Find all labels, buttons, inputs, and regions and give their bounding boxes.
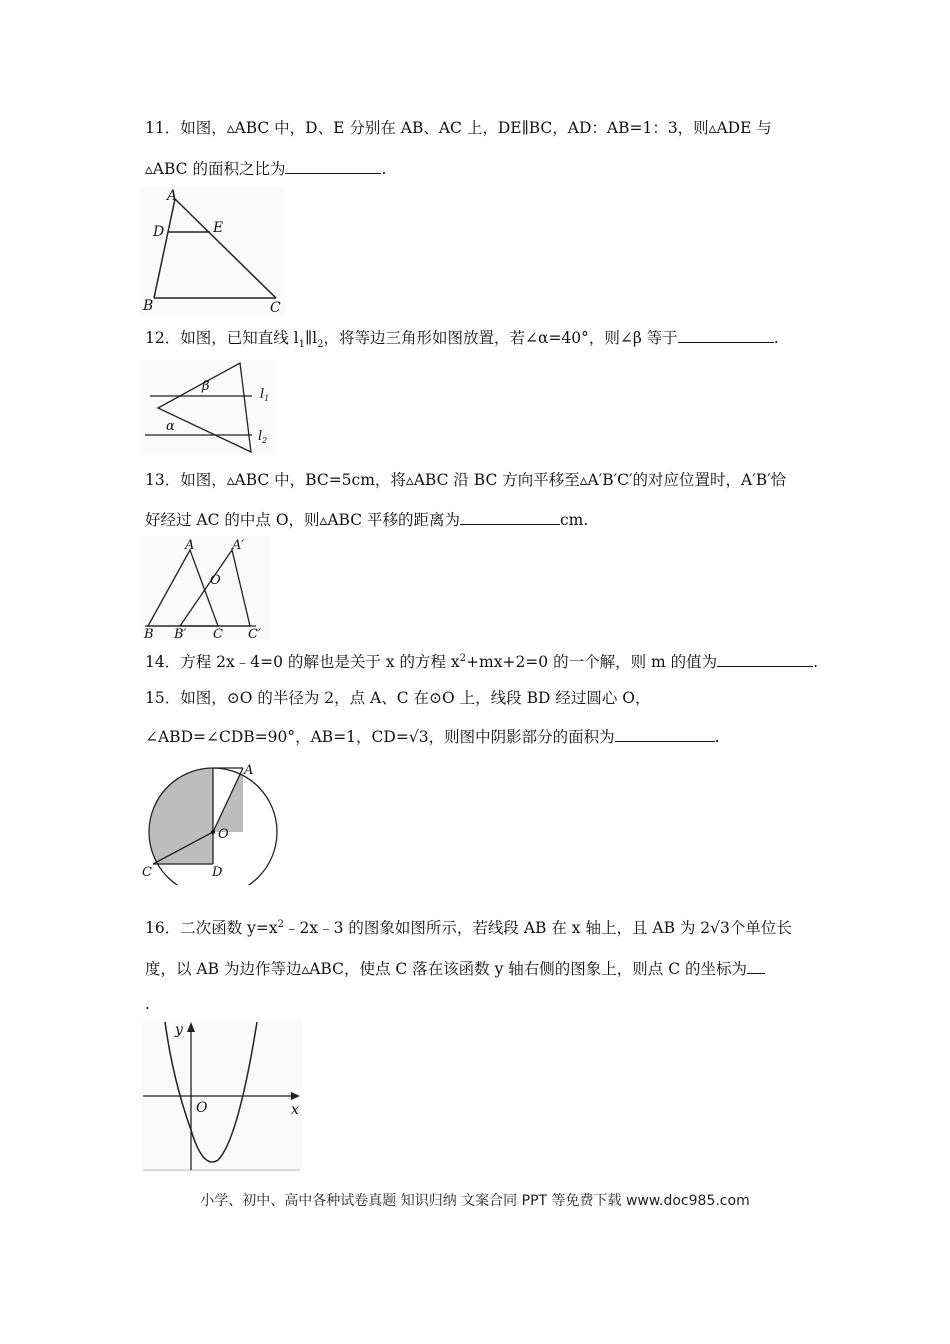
- label-y: y: [175, 1022, 183, 1038]
- label-a: A: [185, 538, 195, 553]
- label-o: O: [196, 1100, 208, 1116]
- answer-blank: [678, 326, 774, 343]
- q15-line2: ∠ABD=∠CDB=90°，AB=1，CD=√3，则图中阴影部分的面积为 .: [145, 725, 720, 747]
- q12-line: 12．如图，已知直线 $l_1\parallel l_2$，将等边三角形如图放置，若∠α=40°，则∠β 等于 .: [145, 326, 779, 348]
- label-b: B: [143, 298, 154, 314]
- label-b-prime: B′: [174, 627, 187, 640]
- answer-blank: [747, 957, 765, 974]
- q11-line2: ▵ABC 的面积之比为 .: [145, 157, 386, 179]
- label-d: D: [212, 865, 223, 880]
- q13-figure: [140, 536, 270, 640]
- label-b: B: [144, 627, 154, 640]
- answer-blank: [285, 157, 381, 174]
- label-o: O: [218, 827, 229, 842]
- q13-line1: 13．如图，▵ABC 中，BC=5cm，将▵ABC 沿 BC 方向平移至▵A′B′C′的对应位置时，A′B′恰: [145, 471, 787, 489]
- label-l2: $l_2$: [258, 429, 268, 445]
- q12-figure: [140, 360, 275, 455]
- label-e: E: [213, 220, 224, 236]
- label-a: A: [244, 763, 254, 778]
- q16-line3: .: [145, 995, 150, 1013]
- label-c: C: [142, 865, 152, 880]
- label-alpha: α: [166, 419, 175, 434]
- q16-figure: [143, 1020, 303, 1172]
- answer-blank: [615, 725, 715, 742]
- label-o: O: [210, 573, 221, 588]
- label-a: A: [167, 188, 178, 204]
- q11-figure: [140, 186, 285, 316]
- q13-line2: 好经过 AC 的中点 O，则▵ABC 平移的距离为 cm.: [145, 508, 588, 530]
- q16-line1: 16．二次函数 $y=x^2﹣2x﹣3$ 的图象如图所示，若线段 AB 在 x 轴上，且 AB 为 2√3个单位长: [145, 918, 792, 937]
- q15-line1: 15．如图，⊙O 的半径为 2，点 A、C 在⊙O 上，线段 BD 经过圆心 O，: [145, 689, 651, 707]
- q11-line1: 11．如图，▵ABC 中，D、E 分别在 AB、AC 上，DE∥BC，AD：AB=1：3，则▵ADE 与: [145, 119, 772, 137]
- label-c-prime: C′: [248, 627, 261, 640]
- label-x: x: [291, 1102, 299, 1118]
- q14-line: 14．方程 2x﹣4=0 的解也是关于 x 的方程 $x^2+mx+2=0$ 的一个解，则 m 的值为 .: [145, 650, 818, 672]
- label-a-prime: A′: [232, 538, 245, 553]
- label-l1: $l_1$: [260, 387, 270, 403]
- q16-line2: 度，以 AB 为边作等边▵ABC，使点 C 落在该函数 y 轴右侧的图象上，则点 C 的坐标为: [145, 957, 765, 979]
- q15-figure: [140, 760, 280, 885]
- label-c: C: [213, 627, 223, 640]
- label-beta: β: [202, 379, 210, 394]
- footer-text: 小学、初中、高中各种试卷真题 知识归纳 文案合同 PPT 等免费下载 www.doc985.com: [200, 1193, 750, 1209]
- label-c: C: [270, 300, 281, 316]
- label-d: D: [153, 224, 165, 240]
- answer-blank: [460, 508, 560, 525]
- answer-blank: [717, 650, 813, 667]
